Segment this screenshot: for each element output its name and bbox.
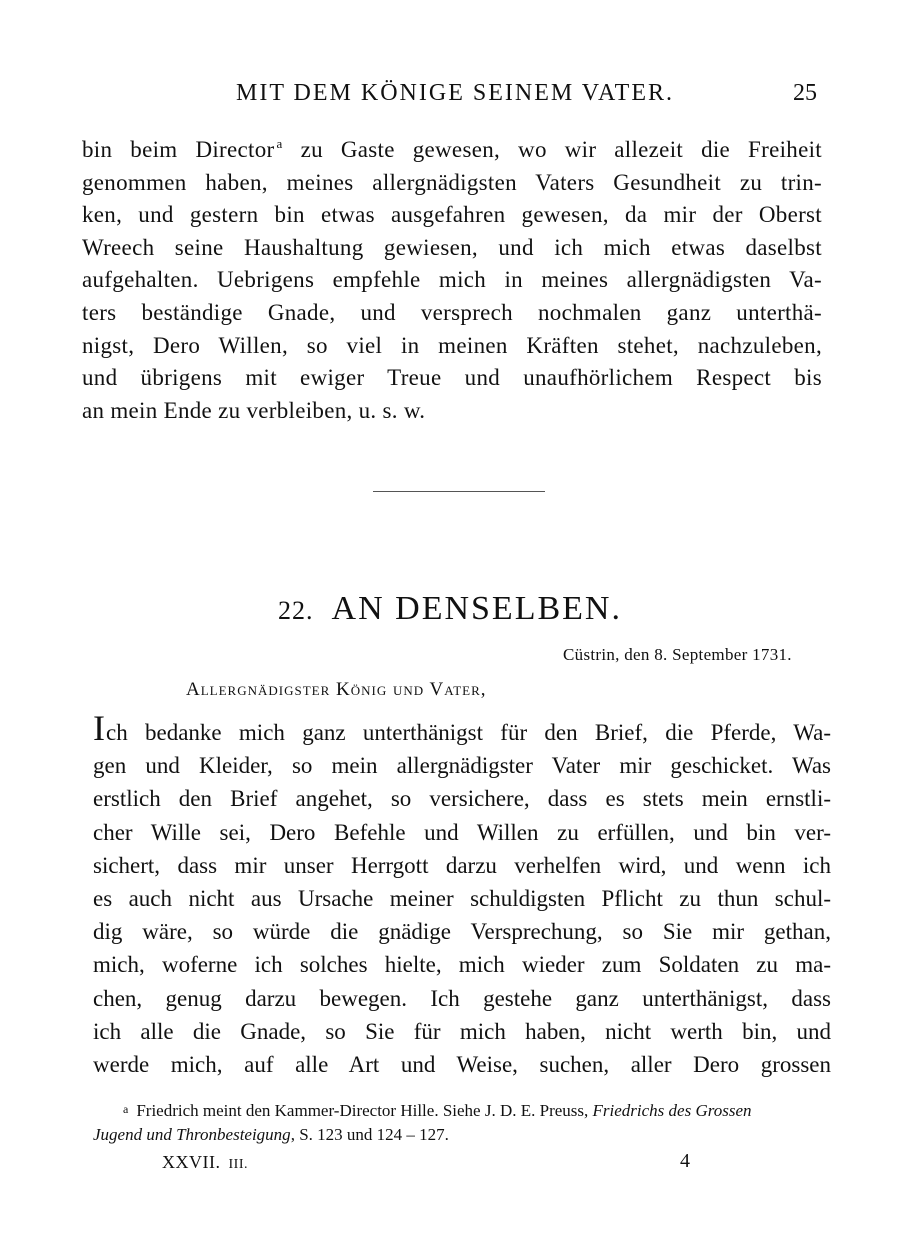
part-number: III. bbox=[228, 1157, 248, 1172]
text-line: sichert, dass mir unser Herrgott darzu verhelfen wird, und wenn ich bbox=[93, 852, 831, 878]
text-line: an mein Ende zu verbleiben, u. s. w. bbox=[82, 397, 426, 423]
text-line: nigst, Dero Willen, so viel in meinen Kräften stehet, nachzuleben, bbox=[82, 332, 822, 358]
footnote-reference: a bbox=[276, 136, 283, 151]
letter-title: AN DENSELBEN. bbox=[331, 590, 622, 627]
text-line: ken, und gestern bin etwas ausgefahren gewesen, da mir der Oberst bbox=[82, 202, 822, 228]
footnote-book-subtitle: Jugend und Thronbesteigung bbox=[93, 1125, 291, 1144]
text-line: erstlich den Brief angehet, so versichere, dass es stets mein ernstli- bbox=[93, 786, 831, 812]
text-line: aufgehalten. Uebrigens empfehle mich in meines allergnädigsten Va- bbox=[82, 267, 822, 293]
page-number: 25 bbox=[793, 80, 817, 106]
footnote-marker: a bbox=[123, 1102, 129, 1116]
text-line: Ich bedanke mich ganz unterthänigst für den Brief, die Pferde, Wa- bbox=[93, 708, 831, 748]
text-line: mich, woferne ich solches hielte, mich wieder zum Soldaten zu ma- bbox=[93, 952, 831, 978]
text-line: und übrigens mit ewiger Treue und unaufhörlichem Respect bis bbox=[82, 365, 822, 391]
text-line: ters beständige Gnade, und versprech nochmalen ganz unterthä- bbox=[82, 299, 822, 325]
text-line: genommen haben, meines allergnädigsten Vaters Gesundheit zu trin- bbox=[82, 169, 822, 195]
letter-number: 22. bbox=[278, 596, 314, 625]
footnote-book-title: Friedrichs des Grossen bbox=[592, 1101, 752, 1120]
volume-number: XXVII. bbox=[162, 1152, 221, 1172]
section-divider bbox=[373, 491, 545, 492]
text-line: ich alle die Gnade, so Sie für mich haben, nicht werth bin, und bbox=[93, 1018, 831, 1044]
text-line: dig wäre, so würde die gnädige Versprechung, so Sie mir gethan, bbox=[93, 919, 831, 945]
letter-heading bbox=[0, 590, 900, 628]
text-line: cher Wille sei, Dero Befehle und Willen zu erfüllen, und bin ver- bbox=[93, 819, 831, 845]
text-line: chen, genug darzu bewegen. Ich gestehe ganz unterthänigst, dass bbox=[93, 985, 831, 1011]
text-line: bin beim Director $^a$ zu Gaste gewesen, wo wir allezeit die Freiheit bbox=[82, 136, 822, 162]
text-line: werde mich, auf alle Art und Weise, suchen, aller Dero grossen bbox=[93, 1052, 831, 1078]
text-line: es auch nicht aus Ursache meiner schuldigsten Pflicht zu thun schul- bbox=[93, 886, 831, 912]
printer-signature bbox=[162, 1152, 248, 1173]
drop-cap: I bbox=[93, 708, 105, 748]
text-line: gen und Kleider, so mein allergnädigster Vater mir geschicket. Was bbox=[93, 753, 831, 779]
sheet-number: 4 bbox=[680, 1150, 690, 1172]
letter-body bbox=[93, 708, 831, 1081]
running-title: MIT DEM KÖNIGE SEINEM VATER. bbox=[235, 80, 674, 106]
salutation: Allergnädigster König und Vater, bbox=[186, 679, 487, 700]
footnote: a Friedrich meint den Kammer-Director Hille. Siehe J. D. E. Preuss, Friedrichs des Grossen Jugend und Thronbesteigung, S. 123 und 124 – 127. bbox=[93, 1101, 752, 1144]
dateline: Cüstrin, den 8. September 1731. bbox=[563, 645, 792, 664]
previous-letter-text bbox=[82, 128, 822, 427]
text-line: Wreech seine Haushaltung gewiesen, und ich mich etwas daselbst bbox=[82, 234, 822, 260]
